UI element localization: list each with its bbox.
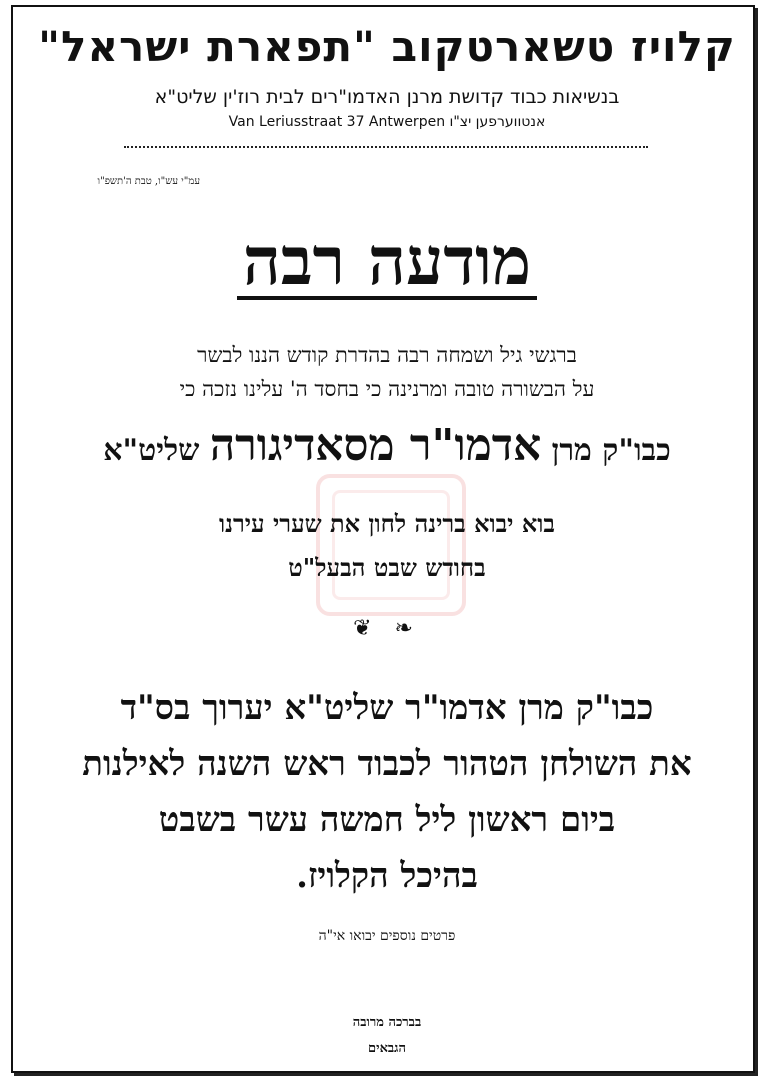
date-line: עמ"י עש"ו, טבת ה'תשפ"ו — [97, 176, 200, 187]
signature-line-1: בברכה מרובה — [352, 1015, 422, 1030]
signature-line-2: הגבאים — [368, 1041, 406, 1056]
event-line-2: את השולחן הטהור לכבוד ראש השנה לאילנות — [82, 744, 692, 784]
signature-block — [0, 1010, 774, 1062]
page-title: קלויז טשארטקוב "תפארת ישראל" — [38, 22, 736, 71]
headline — [0, 222, 774, 300]
event-line-1: כבו"ק מרן אדמו"ר שליט"א יערוך בס"ד — [120, 688, 654, 728]
rebbe-line — [0, 420, 774, 471]
headline-text: מודעה רבה — [237, 227, 537, 300]
visit-line-2: בחודש שבט הבעל"ט — [288, 553, 486, 582]
visit-line-1: בוא יבוא ברינה לחון את שערי עירנו — [219, 509, 555, 538]
visit-paragraph — [0, 502, 774, 590]
intro-paragraph — [0, 338, 774, 406]
address-latin: Van Leriusstraat 37 Antwerpen — [228, 114, 446, 130]
dotted-divider — [124, 146, 648, 148]
ornament-divider: ❧ ❦ — [353, 616, 421, 641]
intro-line-2: על הבשורה טובה ומרנינה כי בחסד ה' עלינו נזכה כי — [179, 377, 595, 401]
address-line — [0, 114, 774, 130]
event-paragraph — [0, 680, 774, 904]
intro-line-1: ברגשי גיל ושמחה רבה בהדרת קודש הננו לבשר — [197, 343, 577, 367]
event-line-4: בהיכל הקלויז. — [296, 856, 478, 896]
address-hebrew: אנטווערפען יצ"ו — [449, 114, 546, 130]
presidency-subtitle: בנשיאות כבוד קדושת מרנן האדמו"רים לבית רוז'ין שליט"א — [154, 86, 620, 108]
details-note: פרטים נוספים יבואו אי"ה — [318, 928, 456, 944]
rebbe-prefix: כבו"ק מרן — [551, 433, 671, 468]
rebbe-suffix: שליט"א — [103, 433, 200, 468]
event-line-3: ביום ראשון ליל חמשה עשר בשבט — [158, 800, 616, 840]
rebbe-name: אדמו"ר מסאדיגורה — [209, 420, 542, 471]
